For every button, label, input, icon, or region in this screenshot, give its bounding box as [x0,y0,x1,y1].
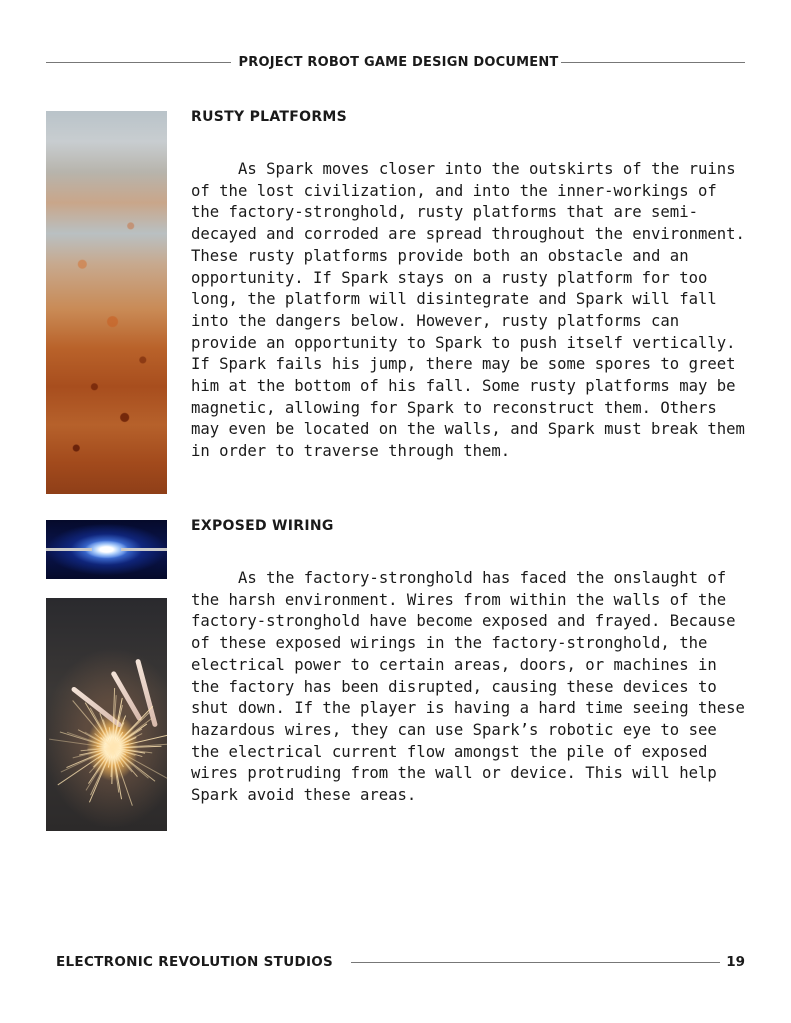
wire-right [121,548,167,551]
section-heading-exposed-wiring: EXPOSED WIRING [191,518,334,534]
footer-rule [351,962,720,963]
section-body-exposed-wiring: As the factory-stronghold has faced the onslaught of the harsh environment. Wires from within the walls of the factory-stronghold have become exposed and frayed. Because of these exposed wirings in the factory-stronghold, the electrical power to certain areas, doors, or machines in the factory has been disrupted, causing these devices to shut down. If the player is having a hard time seeing these hazardous wires, they can use Spark’s robotic eye to see the electrical current flow amongst the pile of exposed wires protruding from the wall or device. This will help Spark avoid these areas. [191,569,745,805]
rusty-metal-image [46,111,167,494]
document-title: PROJECT ROBOT GAME DESIGN DOCUMENT [238,54,559,70]
page-footer [56,952,745,972]
section-body-rusty-platforms: As Spark moves closer into the outskirts of the ruins of the lost civilization, and into the inner-workings of the factory-stronghold, rusty platforms that are semi-decayed and corroded are spread throughout the environment. These rusty platforms provide both an obstacle and an opportunity. If Spark stays on a rusty platform for too long, the platform will disintegrate and Spark will fall into the dangers below. However, rusty platforms can provide an opportunity to Spark to push itself vertically. If Spark fails his jump, there may be some spores to greet him at the bottom of his fall. Some rusty platforms may be magnetic, allowing for Spark to reconstruct them. Others may even be located on the walls, and Spark must break them in order to traverse through them. [191,160,745,461]
exposed-wire-spark-image [46,520,167,579]
section-heading-rusty-platforms: RUSTY PLATFORMS [191,109,348,125]
page-number: 19 [726,954,745,970]
electrical-sparks-image [46,598,167,831]
wire-left [46,548,92,551]
studio-name: ELECTRONIC REVOLUTION STUDIOS [56,954,334,970]
header-rule-left [46,62,231,63]
header-rule-right [561,62,746,63]
page-header [46,52,745,72]
